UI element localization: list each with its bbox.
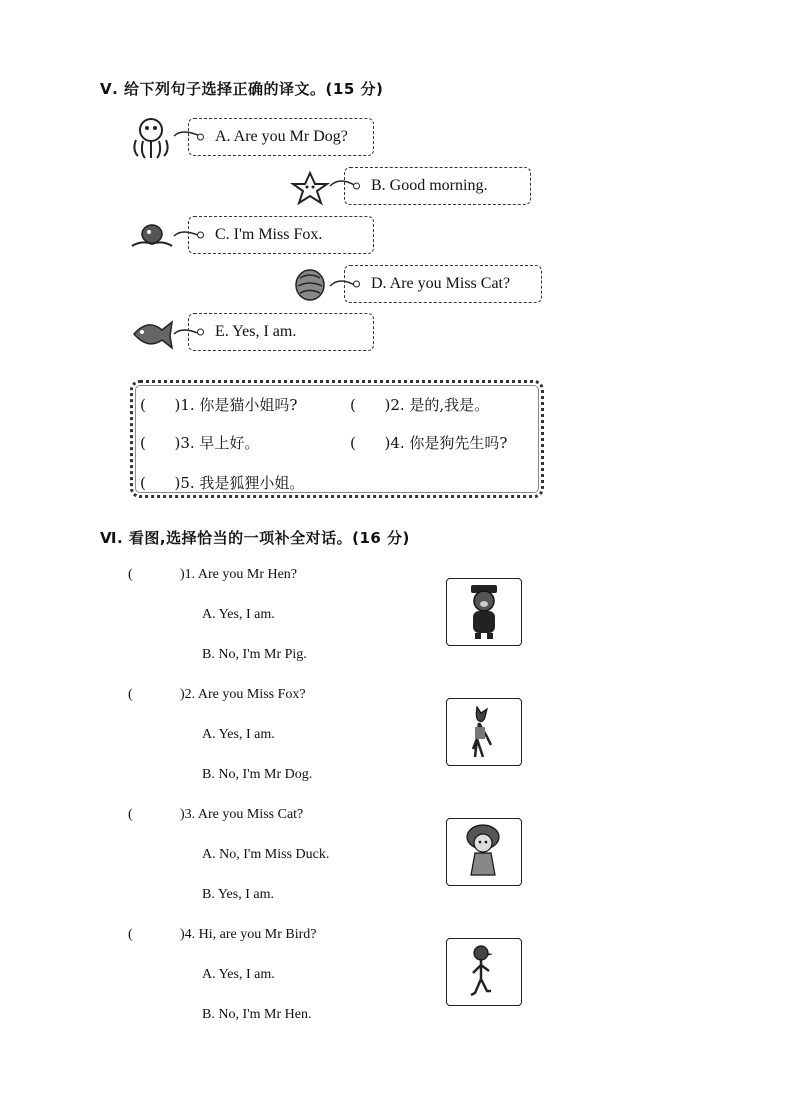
connector-dot: [353, 281, 360, 288]
question-2: [128, 687, 306, 703]
option-c-text: C. I'm Miss Fox.: [215, 226, 323, 243]
option-d-text: D. Are you Miss Cat?: [371, 275, 511, 292]
q4-option-b: B. No, I'm Mr Hen.: [202, 1007, 312, 1022]
answer-blank[interactable]: (: [350, 396, 356, 414]
fox-icon: [447, 699, 519, 763]
bird-boy-icon: [447, 939, 519, 1003]
option-c-box: [188, 216, 374, 254]
answer-text: )1. 你是猫小姐吗?: [174, 396, 298, 414]
answer-blank[interactable]: (: [128, 927, 133, 942]
q4-picture-frame: [446, 938, 522, 1006]
answer-2: [350, 394, 489, 415]
connector-dot: [197, 134, 204, 141]
q3-picture-frame: [446, 818, 522, 886]
q2-picture-frame: [446, 698, 522, 766]
question-3: [128, 807, 303, 823]
question-1: [128, 567, 297, 583]
connector-dot: [197, 329, 204, 336]
connector-dot: [197, 232, 204, 239]
q3-option-a: A. No, I'm Miss Duck.: [202, 847, 330, 862]
answer-5: [140, 472, 304, 493]
q2-option-b: B. No, I'm Mr Dog.: [202, 767, 313, 782]
question-stem: )1. Are you Mr Hen?: [180, 567, 298, 582]
question-stem: )2. Are you Miss Fox?: [180, 687, 306, 702]
answer-4: [350, 432, 507, 453]
connector-dot: [353, 183, 360, 190]
q3-option-b: B. Yes, I am.: [202, 887, 274, 902]
answer-blank[interactable]: (: [128, 807, 133, 822]
answer-text: )5. 我是狐狸小姐。: [174, 474, 305, 492]
pig-police-icon: [447, 579, 519, 643]
question-stem: )3. Are you Miss Cat?: [180, 807, 304, 822]
answer-1: [140, 394, 297, 415]
question-4: [128, 927, 316, 943]
option-b-text: B. Good morning.: [371, 177, 488, 194]
answer-3: [140, 432, 259, 453]
answer-text: )4. 你是狗先生吗?: [384, 434, 508, 452]
option-e-box: [188, 313, 374, 351]
q1-option-a: A. Yes, I am.: [202, 607, 275, 622]
cat-girl-icon: [447, 819, 519, 883]
q1-picture-frame: [446, 578, 522, 646]
option-e-text: E. Yes, I am.: [215, 323, 297, 340]
q1-option-b: B. No, I'm Mr Pig.: [202, 647, 307, 662]
option-a-text: A. Are you Mr Dog?: [215, 128, 348, 145]
q4-option-a: A. Yes, I am.: [202, 967, 275, 982]
answer-blank[interactable]: (: [140, 474, 146, 492]
answer-blank[interactable]: (: [140, 396, 146, 414]
question-stem: )4. Hi, are you Mr Bird?: [180, 927, 317, 942]
answer-blank[interactable]: (: [140, 434, 146, 452]
option-d-box: [344, 265, 542, 303]
answer-blank[interactable]: (: [128, 687, 133, 702]
answer-text: )2. 是的,我是。: [384, 396, 490, 414]
q2-option-a: A. Yes, I am.: [202, 727, 275, 742]
answer-blank[interactable]: (: [350, 434, 356, 452]
section6-title: Ⅵ. 看图,选择恰当的一项补全对话。(16 分): [100, 529, 410, 547]
answer-blank[interactable]: (: [128, 567, 133, 582]
option-a-box: [188, 118, 374, 156]
option-b-box: [344, 167, 531, 205]
answer-text: )3. 早上好。: [174, 434, 260, 452]
section5-title: Ⅴ. 给下列句子选择正确的译文。(15 分): [100, 80, 384, 98]
